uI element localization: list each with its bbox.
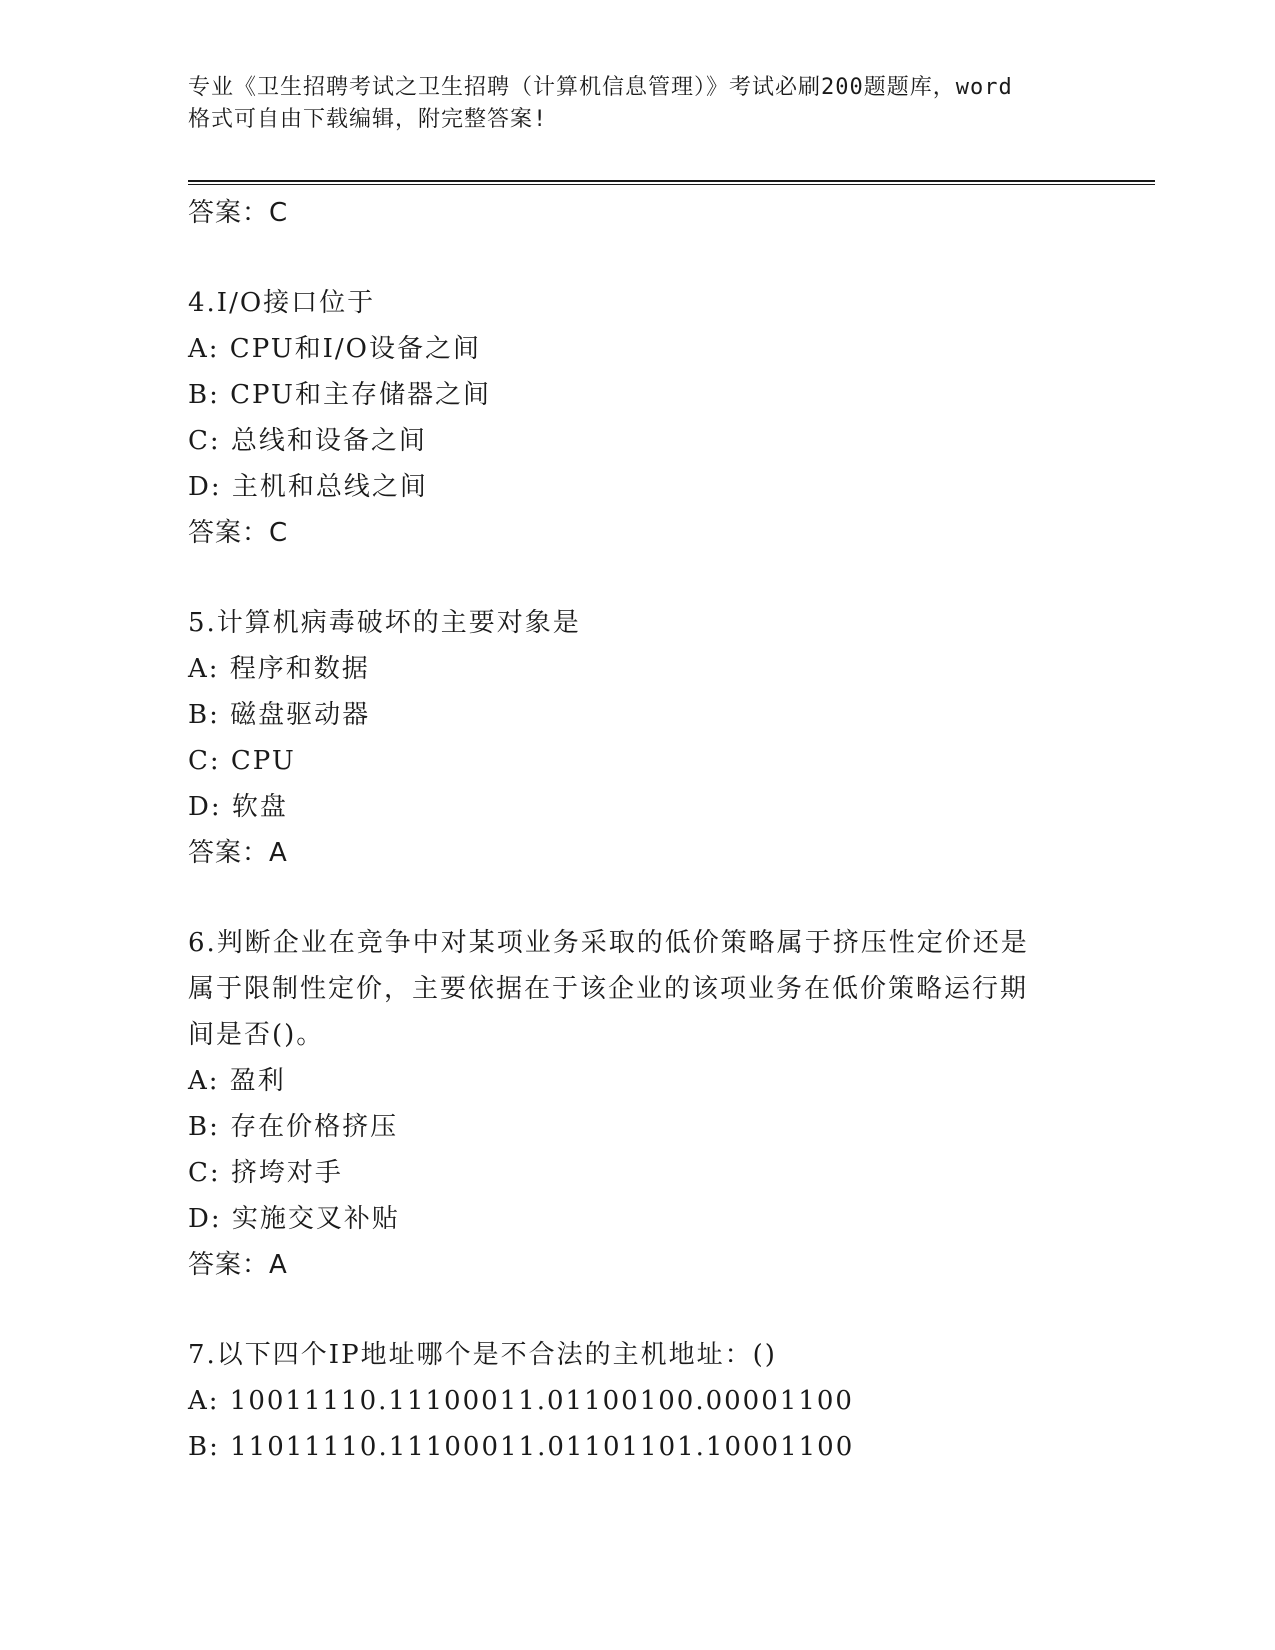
option-b: B: 存在价格挤压	[188, 1112, 399, 1142]
spacer	[188, 876, 1068, 920]
question-list	[188, 190, 1068, 1470]
answer-line: 答案：A	[188, 1250, 288, 1280]
option-b: B: 磁盘驱动器	[188, 700, 371, 730]
question-block	[188, 1332, 1068, 1470]
spacer	[188, 1288, 1068, 1332]
header-line-1: 专业《卫生招聘考试之卫生招聘（计算机信息管理）》考试必刷200题题库，word	[188, 75, 1013, 100]
spacer	[188, 556, 1068, 600]
document-header	[188, 72, 1088, 136]
question-title-line-2: 属于限制性定价，主要依据在于该企业的该项业务在低价策略运行期	[188, 974, 1029, 1004]
answer-line: 答案：A	[188, 838, 288, 868]
option-c: C: 挤垮对手	[188, 1158, 343, 1188]
option-d: D: 软盘	[188, 792, 288, 822]
answer-line: 答案：C	[188, 198, 289, 228]
option-b: B: 11011110.11100011.01101101.10001100	[188, 1432, 855, 1462]
option-a: A: 盈利	[188, 1066, 286, 1096]
option-c: C: 总线和设备之间	[188, 426, 427, 456]
option-a: A: 程序和数据	[188, 654, 370, 684]
answer-line: 答案：C	[188, 518, 289, 548]
question-block	[188, 600, 1068, 876]
option-d: D: 实施交叉补贴	[188, 1204, 400, 1234]
option-a: A: CPU和I/O设备之间	[188, 334, 481, 364]
spacer	[188, 236, 1068, 280]
question-title-line-3: 间是否()。	[188, 1020, 325, 1050]
question-title: 4.I/O接口位于	[188, 288, 376, 318]
option-c: C: CPU	[188, 746, 296, 776]
question-title: 7.以下四个IP地址哪个是不合法的主机地址：()	[188, 1340, 777, 1370]
option-b: B: CPU和主存储器之间	[188, 380, 491, 410]
question-title: 5.计算机病毒破坏的主要对象是	[188, 608, 581, 638]
option-a: A: 10011110.11100011.01100100.00001100	[188, 1386, 854, 1416]
header-line-2: 格式可自由下载编辑，附完整答案!	[188, 107, 548, 132]
header-divider-thin	[188, 184, 1155, 185]
question-block	[188, 280, 1068, 556]
question-title-line-1: 6.判断企业在竞争中对某项业务采取的低价策略属于挤压性定价还是	[188, 928, 1029, 958]
option-d: D: 主机和总线之间	[188, 472, 428, 502]
header-divider-thick	[188, 180, 1155, 182]
question-block	[188, 920, 1068, 1288]
